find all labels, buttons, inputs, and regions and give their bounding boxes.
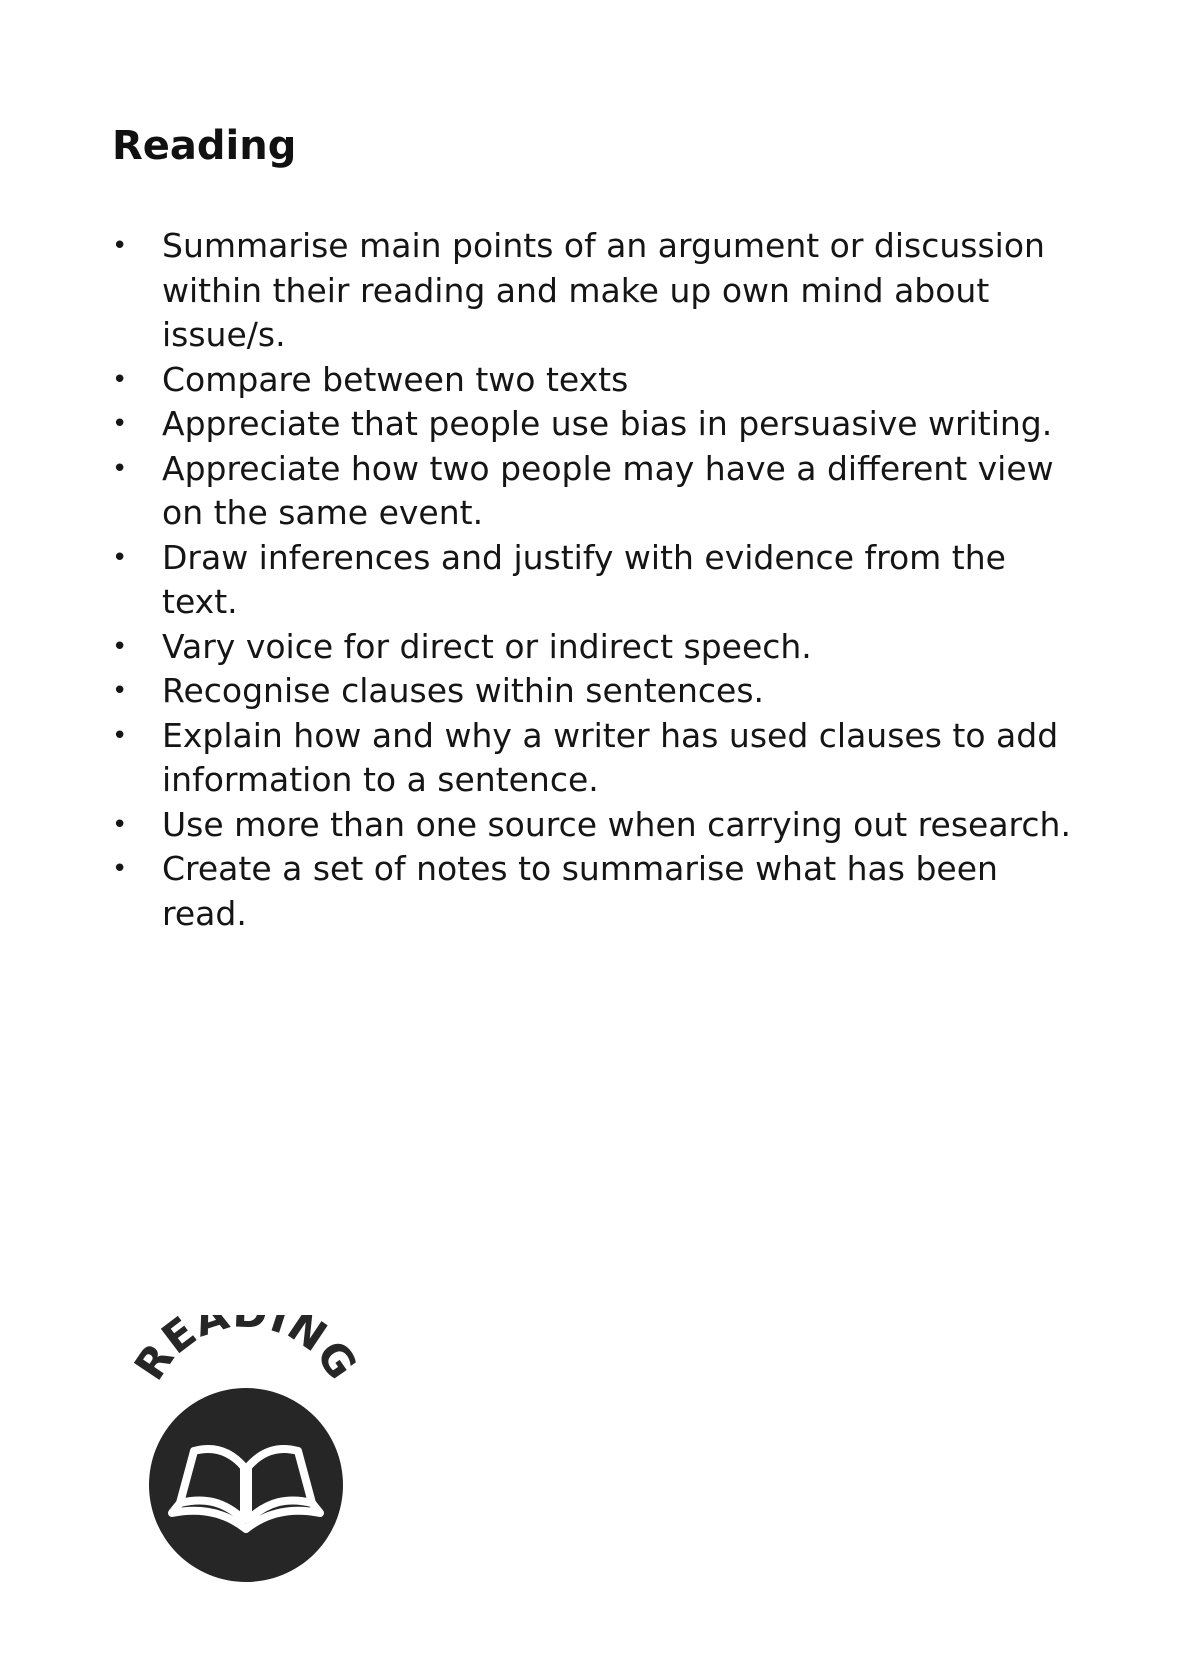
bullet-icon: • — [112, 409, 128, 439]
objective-text: Draw inferences and justify with evidence from the text. — [162, 537, 1006, 621]
list-item — [112, 358, 1072, 403]
objective-text: Appreciate how two people may have a different view on the same event. — [162, 448, 1054, 532]
reading-badge-icon — [128, 1315, 364, 1583]
objective-text: Use more than one source when carrying out research. — [162, 804, 1071, 844]
objective-text: Create a set of notes to summarise what has been read. — [162, 849, 998, 933]
objective-text: Vary voice for direct or indirect speech. — [162, 626, 812, 666]
list-item — [112, 625, 1072, 670]
objective-text: Summarise main points of an argument or discussion within their reading and make up own mind about issue/s. — [162, 226, 1045, 354]
list-item — [112, 402, 1072, 447]
page-title: Reading — [112, 123, 297, 169]
logo-text — [128, 1315, 364, 1389]
list-item — [112, 847, 1072, 936]
objective-text: Appreciate that people use bias in persuasive writing. — [162, 404, 1053, 443]
list-item — [112, 714, 1072, 803]
list-item — [112, 224, 1072, 358]
list-item — [112, 669, 1072, 714]
bullet-icon: • — [112, 453, 128, 484]
bullet-icon: • — [112, 676, 128, 706]
bullet-icon: • — [112, 631, 128, 662]
reading-logo — [128, 1315, 364, 1583]
logo-text-path: REA ING — [128, 1315, 364, 1389]
objective-text: Recognise clauses within sentences. — [162, 671, 765, 710]
bullet-icon: • — [112, 854, 128, 884]
objective-text: Compare between two texts — [162, 359, 629, 399]
bullet-icon: • — [112, 231, 128, 261]
bullet-icon: • — [112, 809, 128, 840]
bullet-icon: • — [112, 364, 128, 395]
list-item — [112, 803, 1072, 848]
bullet-icon: • — [112, 542, 128, 573]
objectives-list — [112, 224, 1072, 936]
list-item — [112, 536, 1072, 625]
list-item — [112, 447, 1072, 536]
objective-text: Explain how and why a writer has used clauses to add information to a sentence. — [162, 715, 1059, 799]
bullet-icon: • — [112, 720, 128, 751]
